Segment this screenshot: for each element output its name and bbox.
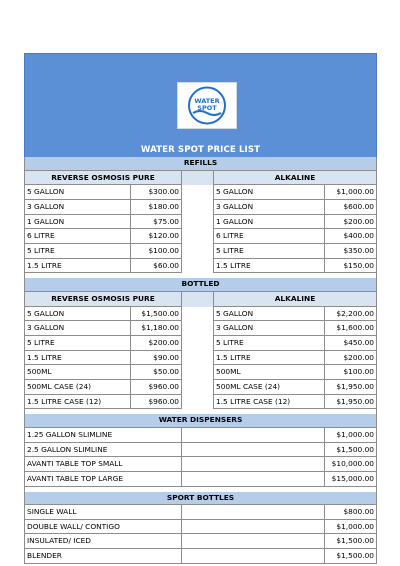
right-item-name: 500ML	[214, 365, 325, 380]
right-item-price: $350.00	[325, 244, 377, 259]
right-item-name: 1.5 LITRE	[214, 259, 325, 274]
table-row	[24, 321, 377, 336]
item-price: $15,000.00	[325, 472, 377, 487]
right-item-name: 1.5 LITRE CASE (12)	[214, 395, 325, 410]
column-gap	[182, 185, 214, 200]
item-name: 2.5 GALLON SLIMLINE	[24, 443, 182, 458]
bottled-heading: BOTTLED	[24, 278, 377, 292]
blank-cell	[182, 549, 325, 564]
blank-cell	[182, 457, 325, 472]
left-item-name: 1 GALLON	[24, 215, 131, 230]
table-row	[24, 229, 377, 244]
item-price: $1,500.00	[325, 549, 377, 564]
sport-heading: SPORT BOTTLES	[24, 492, 377, 506]
left-item-name: 3 GALLON	[24, 200, 131, 215]
left-item-price: $1,180.00	[131, 321, 182, 336]
refills-subheader-row	[24, 171, 377, 186]
right-item-name: 5 GALLON	[214, 185, 325, 200]
left-item-name: 500ML	[24, 365, 131, 380]
left-item-name: 1.5 LITRE	[24, 259, 131, 274]
item-price: $800.00	[325, 505, 377, 520]
table-row	[24, 472, 377, 487]
table-row	[24, 259, 377, 274]
column-gap	[182, 229, 214, 244]
column-gap	[182, 365, 214, 380]
table-row	[24, 380, 377, 395]
item-price: $10,000.00	[325, 457, 377, 472]
blank-cell	[182, 520, 325, 535]
right-item-price: $450.00	[325, 336, 377, 351]
right-item-price: $600.00	[325, 200, 377, 215]
item-price: $1,000.00	[325, 520, 377, 535]
right-item-price: $400.00	[325, 229, 377, 244]
right-item-price: $150.00	[325, 259, 377, 274]
right-item-price: $2,200.00	[325, 307, 377, 322]
right-item-name: 1.5 LITRE	[214, 351, 325, 366]
right-item-name: 3 GALLON	[214, 321, 325, 336]
table-row	[24, 351, 377, 366]
left-item-name: 5 GALLON	[24, 307, 131, 322]
left-item-price: $960.00	[131, 380, 182, 395]
column-gap	[182, 171, 214, 186]
column-gap	[182, 259, 214, 274]
table-row	[24, 549, 377, 564]
column-gap	[182, 244, 214, 259]
left-item-price: $50.00	[131, 365, 182, 380]
left-item-name: 5 GALLON	[24, 185, 131, 200]
table-row	[24, 336, 377, 351]
right-item-name: 5 LITRE	[214, 244, 325, 259]
table-row	[24, 428, 377, 443]
left-column-heading: REVERSE OSMOSIS PURE	[24, 292, 182, 307]
item-name: DOUBLE WALL/ CONTIGO	[24, 520, 182, 535]
column-gap	[182, 215, 214, 230]
water-spot-logo	[177, 82, 237, 129]
left-item-price: $200.00	[131, 336, 182, 351]
table-row	[24, 395, 377, 410]
left-item-name: 500ML CASE (24)	[24, 380, 131, 395]
left-item-name: 5 LITRE	[24, 244, 131, 259]
column-gap	[182, 395, 214, 410]
left-item-price: $100.00	[131, 244, 182, 259]
table-row	[24, 505, 377, 520]
page-title: WATER SPOT PRICE LIST	[140, 145, 261, 155]
header-banner	[24, 53, 377, 157]
refills-heading: REFILLS	[24, 157, 377, 171]
column-gap	[182, 336, 214, 351]
table-row	[24, 457, 377, 472]
table-row	[24, 520, 377, 535]
item-price: $1,500.00	[325, 534, 377, 549]
table-row	[24, 200, 377, 215]
left-item-price: $90.00	[131, 351, 182, 366]
left-item-price: $75.00	[131, 215, 182, 230]
right-item-price: $100.00	[325, 365, 377, 380]
right-item-price: $1,950.00	[325, 395, 377, 410]
table-row	[24, 307, 377, 322]
left-item-name: 1.5 LITRE	[24, 351, 131, 366]
item-name: INSULATED/ ICED	[24, 534, 182, 549]
right-column-heading: ALKALINE	[214, 171, 377, 186]
item-name: AVANTI TABLE TOP LARGE	[24, 472, 182, 487]
left-column-heading: REVERSE OSMOSIS PURE	[24, 171, 182, 186]
left-item-price: $60.00	[131, 259, 182, 274]
item-name: AVANTI TABLE TOP SMALL	[24, 457, 182, 472]
item-price: $1,000.00	[325, 428, 377, 443]
table-row	[24, 534, 377, 549]
right-item-name: 5 LITRE	[214, 336, 325, 351]
blank-cell	[182, 428, 325, 443]
column-gap	[182, 307, 214, 322]
table-row	[24, 365, 377, 380]
right-item-name: 3 GALLON	[214, 200, 325, 215]
right-item-name: 1 GALLON	[214, 215, 325, 230]
left-item-price: $180.00	[131, 200, 182, 215]
svg-text:SPOT: SPOT	[197, 104, 217, 112]
column-gap	[182, 380, 214, 395]
price-list-sheet	[24, 53, 377, 564]
left-item-name: 1.5 LITRE CASE (12)	[24, 395, 131, 410]
table-row	[24, 215, 377, 230]
right-item-price: $1,950.00	[325, 380, 377, 395]
item-name: SINGLE WALL	[24, 505, 182, 520]
dispensers-heading: WATER DISPENSERS	[24, 414, 377, 428]
column-gap	[182, 200, 214, 215]
table-row	[24, 244, 377, 259]
item-name: BLENDER	[24, 549, 182, 564]
blank-cell	[182, 505, 325, 520]
table-row	[24, 185, 377, 200]
right-item-price: $200.00	[325, 351, 377, 366]
column-gap	[182, 351, 214, 366]
blank-cell	[182, 443, 325, 458]
right-item-name: 500ML CASE (24)	[214, 380, 325, 395]
left-item-name: 6 LITRE	[24, 229, 131, 244]
blank-cell	[182, 472, 325, 487]
left-item-price: $1,500.00	[131, 307, 182, 322]
item-name: 1.25 GALLON SLIMLINE	[24, 428, 182, 443]
item-price: $1,500.00	[325, 443, 377, 458]
column-gap	[182, 321, 214, 336]
column-gap	[182, 292, 214, 307]
table-row	[24, 443, 377, 458]
left-item-price: $300.00	[131, 185, 182, 200]
blank-cell	[182, 534, 325, 549]
left-item-price: $960.00	[131, 395, 182, 410]
right-item-price: $1,000.00	[325, 185, 377, 200]
left-item-price: $120.00	[131, 229, 182, 244]
bottled-subheader-row	[24, 292, 377, 307]
right-item-name: 6 LITRE	[214, 229, 325, 244]
left-item-name: 3 GALLON	[24, 321, 131, 336]
right-column-heading: ALKALINE	[214, 292, 377, 307]
right-item-price: $200.00	[325, 215, 377, 230]
svg-text:WATER: WATER	[194, 97, 220, 105]
right-item-name: 5 GALLON	[214, 307, 325, 322]
right-item-price: $1,600.00	[325, 321, 377, 336]
left-item-name: 5 LITRE	[24, 336, 131, 351]
